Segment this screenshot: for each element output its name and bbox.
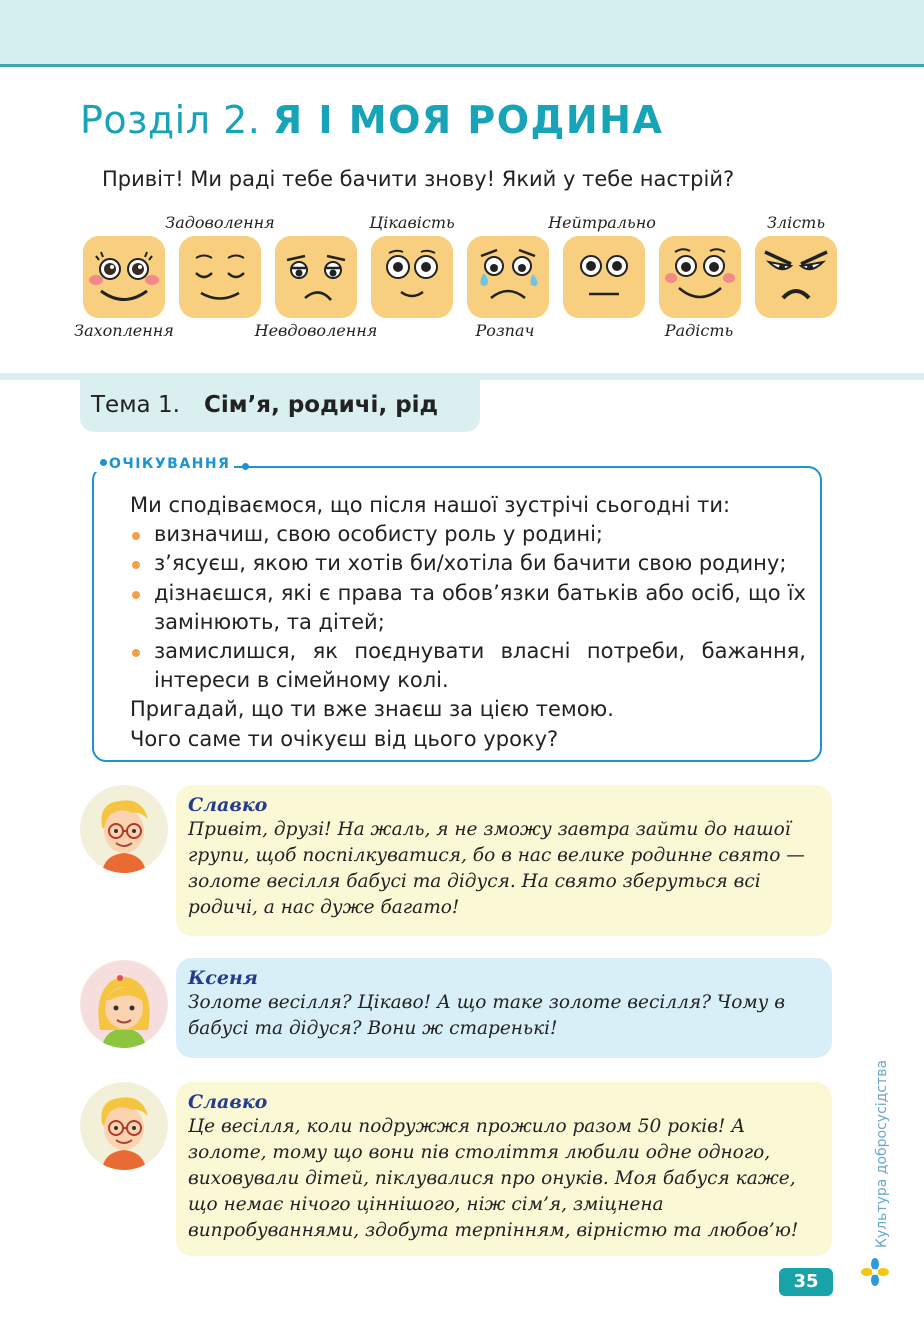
- mood-label-excited: Захоплення: [74, 321, 174, 340]
- expectation-item: [130, 637, 806, 695]
- page-number: 35: [779, 1268, 833, 1296]
- expectation-item: [130, 520, 806, 549]
- speech-text: Золоте весілля? Цікаво! А що таке золоте весілля? Чому в бабусі та дідуся? Вони ж старенькі!: [188, 992, 786, 1039]
- topic-heading: [80, 380, 480, 432]
- boy-avatar-icon: [80, 785, 168, 873]
- chapter-prefix: Розділ 2.: [80, 98, 273, 142]
- bullet-dot: [132, 591, 140, 599]
- chapter-name: Я І МОЯ РОДИНА: [272, 98, 664, 142]
- speaker-name: Славко: [188, 794, 268, 816]
- expectations-list: [130, 520, 806, 695]
- expectations-text: [130, 491, 806, 754]
- expectation-item-text: замислишся, як поєднувати власні потреби, бажання, інтереси в сімейному колі.: [154, 639, 806, 693]
- expectation-item: [130, 549, 806, 578]
- mood-label-anger: Злість: [766, 213, 826, 232]
- expectations-outro-1: Пригадай, що ти вже знаєш за цією темою.: [130, 697, 614, 722]
- boy-avatar-icon: [80, 1082, 168, 1170]
- bullet-dot: [132, 561, 140, 569]
- content-face-icon: [179, 236, 261, 318]
- expectations-intro: Ми сподіваємося, що після нашої зустрічі сьогодні ти:: [130, 493, 731, 517]
- displeased-face-icon: [275, 236, 357, 318]
- expectations-outro-2: Чого саме ти очікуєш від цього уроку?: [130, 726, 559, 751]
- mood-label-content: Задоволення: [165, 213, 275, 232]
- excited-face-icon: [83, 236, 165, 318]
- top-band: [0, 0, 924, 67]
- speech-text: Привіт, друзі! На жаль, я не зможу завтра зайти до нашої групи, щоб поспілкуватися, бо в нас велике родинне свято — золоте весілля бабусі та дідуся. На свято зберуться всі родичі, а нас дуже багато!: [188, 819, 805, 918]
- mood-row: [0, 210, 924, 350]
- tag-dot-right: [242, 463, 249, 470]
- expectation-item-text: визначиш, свою особисту роль у родині;: [154, 522, 603, 547]
- expectation-item: [130, 579, 806, 637]
- speech-bubble: [176, 785, 832, 936]
- girl-avatar-icon: [80, 960, 168, 1048]
- topic-name: Сім’я, родичі, рід: [204, 392, 439, 418]
- expectation-item-text: дізнаєшся, які є права та обов’язки батьків або осіб, що їх замінюють, та дітей;: [154, 580, 806, 634]
- expectations-tag-label: ОЧІКУВАННЯ: [109, 456, 231, 472]
- mood-label-displeased: Невдоволення: [254, 321, 378, 340]
- mood-label-neutral: Нейтрально: [548, 213, 656, 232]
- series-title: Культура добросусідства: [874, 1059, 890, 1248]
- mood-label-joy: Радість: [664, 321, 734, 340]
- section-divider: [0, 373, 924, 380]
- angry-face-icon: [755, 236, 837, 318]
- crying-face-icon: [467, 236, 549, 318]
- speech-bubble: [176, 958, 832, 1058]
- bullet-dot: [132, 532, 140, 540]
- bullet-dot: [132, 649, 140, 657]
- tag-dot-left: [100, 459, 107, 466]
- curious-face-icon: [371, 236, 453, 318]
- topic-number: Тема 1.: [91, 392, 180, 418]
- flower-logo-icon: [861, 1258, 889, 1286]
- speaker-name: Славко: [188, 1091, 268, 1113]
- speaker-name: Ксеня: [188, 967, 258, 989]
- chapter-title: [80, 98, 663, 142]
- mood-label-despair: Розпач: [475, 321, 535, 340]
- expectations-tag: [94, 456, 234, 472]
- expectation-item-text: з’ясуєш, якою ти хотів би/хотіла би бачити свою родину;: [154, 551, 787, 576]
- speech-text: Це весілля, коли подружжя прожило разом 50 років! А золоте, тому що вони пів століття любили одне одного, виховували дітей, піклувалися про онуків. Моя бабуся каже, що немає нічого ціннішого, ніж сім’я, зміцнена випробуваннями, здобута терпінням, вірністю та любов’ю!: [188, 1116, 799, 1241]
- greeting-text: Привіт! Ми раді тебе бачити знову! Який у тебе настрій?: [102, 167, 735, 191]
- neutral-face-icon: [563, 236, 645, 318]
- speech-bubble: [176, 1082, 832, 1256]
- joy-face-icon: [659, 236, 741, 318]
- mood-label-curious: Цікавість: [369, 213, 455, 232]
